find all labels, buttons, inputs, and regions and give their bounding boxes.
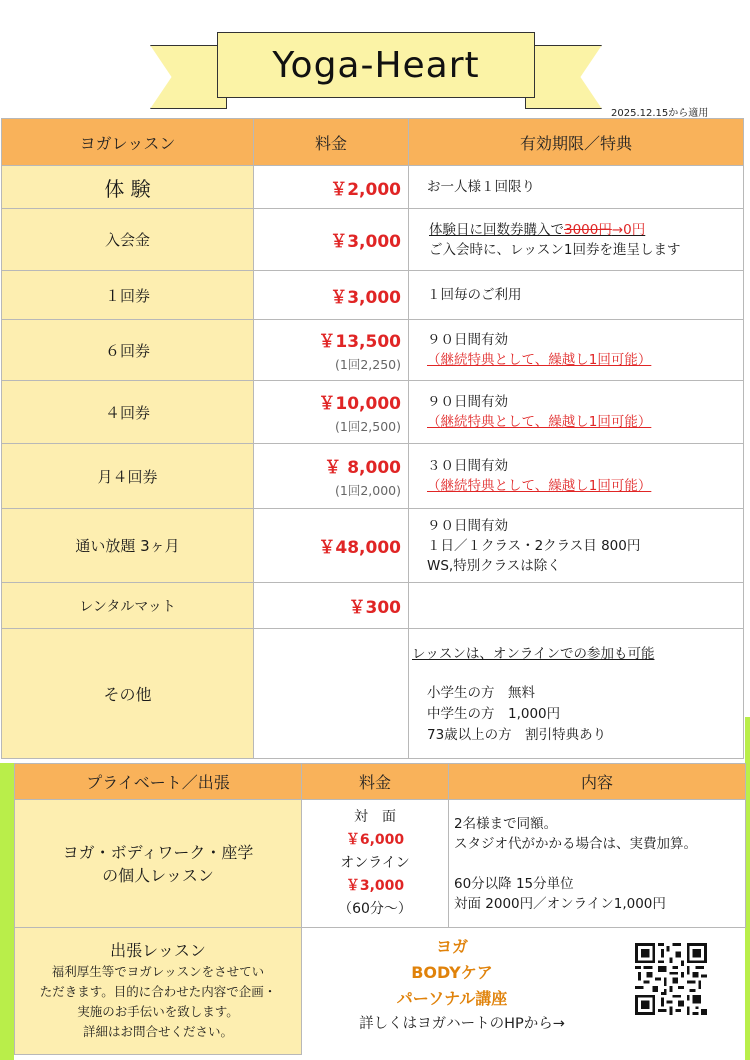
row-note-offer: 体験日に回数券購入で3000円→0円 (429, 221, 646, 238)
banner-right-tail (525, 45, 602, 109)
row-note: お一人様１回限り (427, 179, 535, 195)
row-note: ご入会時に、レッスン1回券を進呈します (429, 241, 681, 258)
row-note-bonus: （継続特典として、繰越し1回可能） (427, 478, 652, 494)
link-personal-course[interactable]: パーソナル講座 (396, 989, 508, 1008)
online-note: レッスンは、オンラインでの参加も可能 (412, 646, 655, 662)
row-label: その他 (2, 629, 254, 759)
page-title: Yoga-Heart (272, 44, 480, 86)
content-line: スタジオ代がかかる場合は、実費加算。 (454, 835, 697, 852)
price-online: ￥3,000 (345, 878, 405, 894)
table-row (2, 381, 744, 444)
link-yoga[interactable]: ヨガ (435, 937, 468, 956)
header-lesson: ヨガレッスン (2, 119, 254, 166)
price-inperson: ￥6,000 (345, 832, 405, 848)
strike-price: 3000円 (564, 221, 612, 238)
row-price-per: (1回2,250) (335, 357, 401, 372)
row-label: ４回券 (2, 381, 254, 444)
price-label-inperson: 対 面 (354, 809, 396, 825)
private-table (14, 763, 746, 1055)
outreach-desc: ただきます。目的に合わせた内容で企画・ (39, 984, 277, 999)
table-row (2, 629, 744, 759)
row-note: ９０日間有効 (427, 332, 508, 348)
row-price-per: (1回2,500) (335, 419, 401, 434)
row-note: １日／１クラス・2クラス目 800円 (427, 537, 641, 554)
outreach-desc: 実施のお手伝いを致します。 (77, 1004, 239, 1019)
price-label-online: オンライン (340, 855, 410, 871)
green-strip-left (0, 763, 14, 1060)
header-validity: 有効期限／特典 (409, 119, 744, 166)
discount-line: 小学生の方 無料 (427, 685, 535, 701)
row-label: 体 験 (2, 166, 254, 209)
discount-line: 73歳以上の方 割引特典あり (427, 727, 607, 743)
table-row (2, 509, 744, 583)
row-note: ３０日間有効 (427, 458, 508, 474)
row-note: WS,特別クラスは除く (427, 557, 561, 574)
row-label: 通い放題 3ヶ月 (2, 509, 254, 583)
row-note-bonus: （継続特典として、繰越し1回可能） (427, 414, 652, 430)
row-price: ￥ 8,000 (324, 458, 401, 478)
row-price: ￥300 (348, 598, 401, 618)
table-row (2, 583, 744, 629)
table-row (2, 271, 744, 320)
outreach-row (15, 928, 746, 1055)
row-price: ￥10,000 (318, 394, 401, 414)
row-label: レンタルマット (2, 583, 254, 629)
row-note: １回毎のご利用 (427, 287, 522, 303)
price-table (1, 118, 744, 759)
banner-left-tail (150, 45, 227, 109)
header-private-price: 料金 (302, 764, 449, 800)
qr-code-icon[interactable] (635, 943, 707, 1015)
row-price: ￥13,500 (318, 332, 401, 352)
outreach-desc: 詳細はお問合せください。 (82, 1024, 233, 1039)
link-body-care[interactable]: BODYケア (411, 963, 493, 982)
row-price: ￥2,000 (330, 179, 401, 200)
header-content: 内容 (449, 764, 746, 800)
outreach-title: 出張レッスン (110, 941, 206, 960)
discount-line: 中学生の方 1,000円 (427, 706, 561, 722)
content-line: 60分以降 15分単位 (454, 875, 574, 892)
table-row (2, 209, 744, 271)
qr-code-svg (635, 943, 707, 1015)
private-title: ヨガ・ボディワーク・座学 (62, 842, 254, 862)
row-label: ６回券 (2, 320, 254, 381)
header-price: 料金 (254, 119, 409, 166)
row-label: １回券 (2, 271, 254, 320)
price-duration: （60分～） (338, 901, 412, 917)
row-note: ９０日間有効 (427, 394, 508, 410)
content-line: 2名様まで同額。 (454, 815, 558, 832)
row-label: 月４回券 (2, 444, 254, 509)
private-row (15, 800, 746, 928)
row-label: 入会金 (2, 209, 254, 271)
row-price: ￥3,000 (330, 287, 401, 308)
row-price: ￥48,000 (318, 538, 401, 558)
title-banner (217, 32, 535, 98)
table-row (2, 166, 744, 209)
content-spacer (454, 854, 745, 874)
row-price-per: (1回2,000) (335, 483, 401, 498)
content-line: 対面 2000円／オンライン1,000円 (454, 895, 666, 912)
row-note-bonus: （継続特典として、繰越し1回可能） (427, 352, 652, 368)
effective-date: 2025.12.15から適用 (611, 108, 709, 119)
outreach-desc: 福利厚生等でヨガレッスンをさせてい (51, 964, 265, 979)
row-note: ９０日間有効 (427, 517, 508, 534)
header-private: プライベート／出張 (15, 764, 302, 800)
row-price: ￥3,000 (330, 232, 401, 252)
table-row (2, 444, 744, 509)
table-row (2, 320, 744, 381)
hp-link[interactable]: 詳しくはヨガハートのHPから→ (359, 1016, 565, 1032)
private-title: の個人レッスン (102, 865, 214, 885)
